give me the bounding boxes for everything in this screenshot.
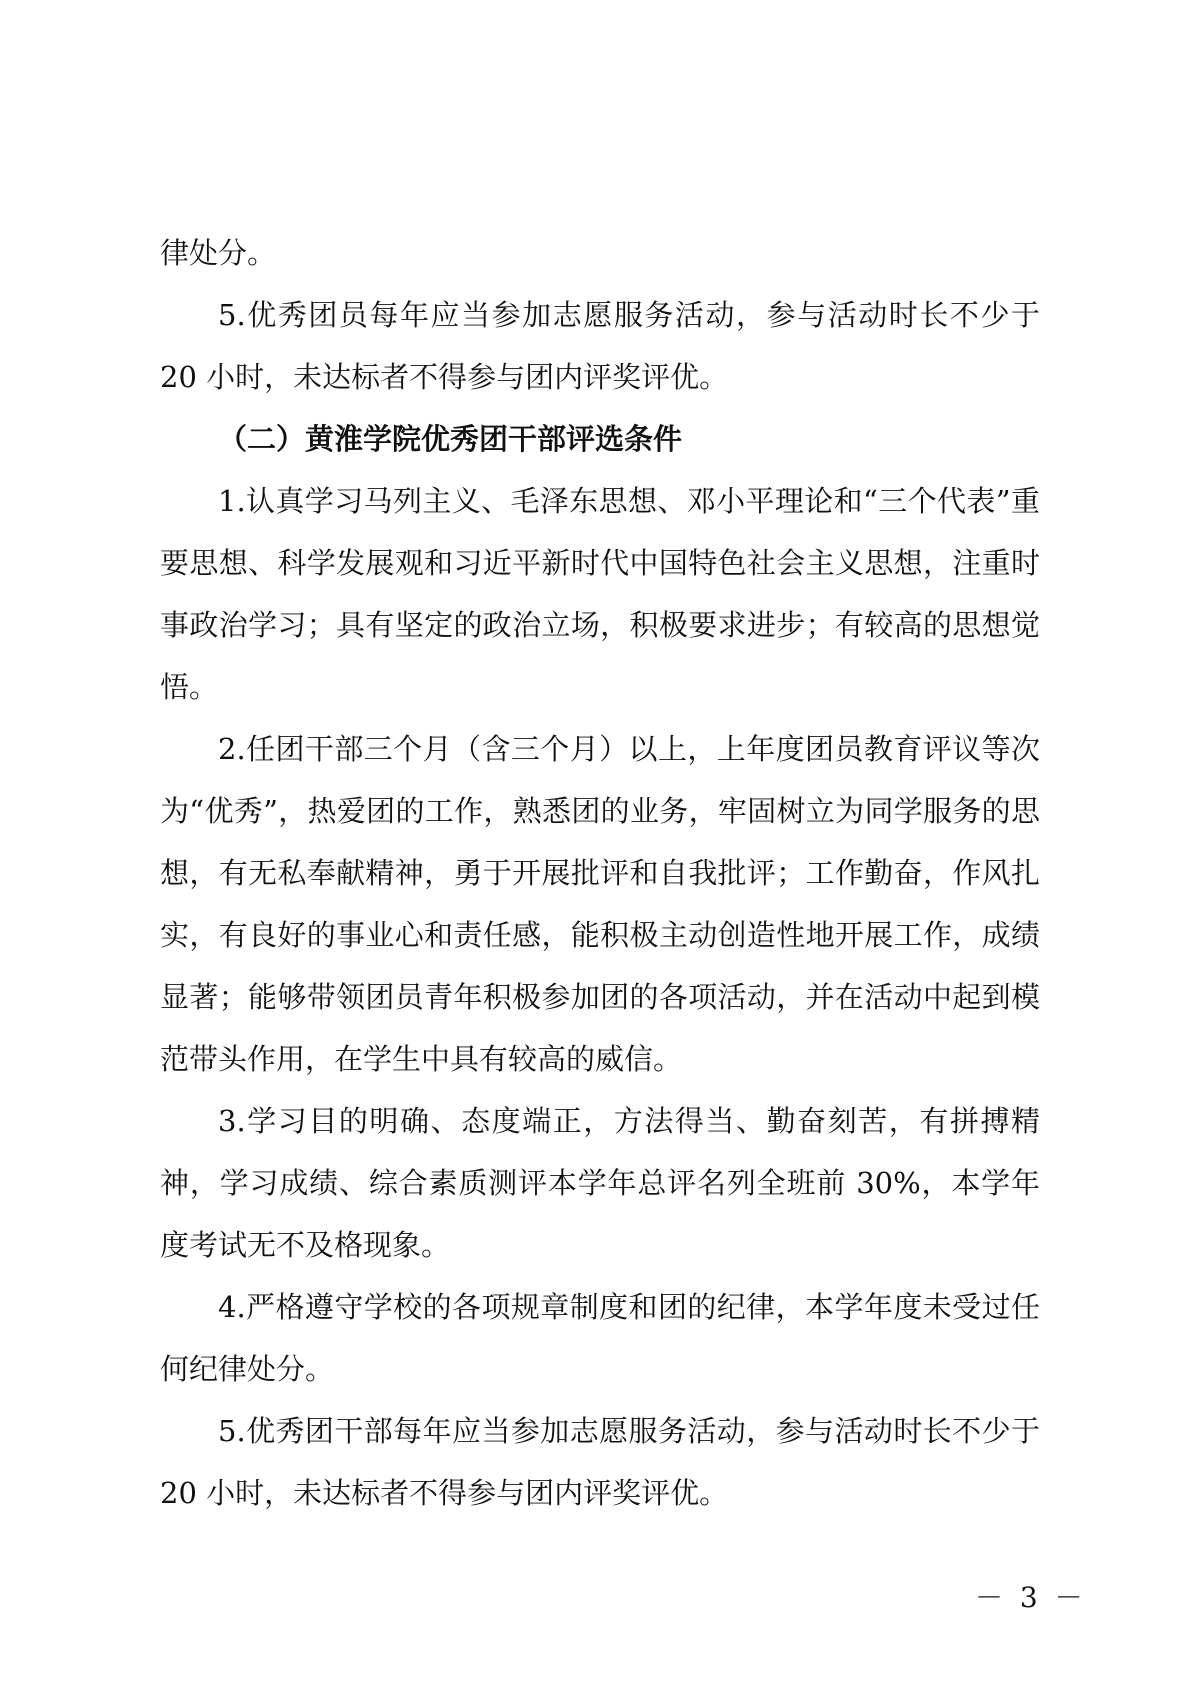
paragraph-criterion-2: 2.任团干部三个月（含三个月）以上，上年度团员教育评议等次为“优秀”，热爱团的工作，熟悉团的业务，牢固树立为同学服务的思想，有无私奉献精神，勇于开展批评和自我批评；工作勤奋，作风扎实，有良好的事业心和责任感，能积极主动创造性地开展工作，成绩显著；能够带领团员青年积极参加团的各项活动，并在活动中起到模范带头作用，在学生中具有较高的威信。 xyxy=(160,732,1040,1076)
document-body xyxy=(160,222,1040,1524)
paragraph-criterion-4: 4.严格遵守学校的各项规章制度和团的纪律，本学年度未受过任何纪律处分。 xyxy=(160,1290,1040,1386)
paragraph-criterion-5: 5.优秀团干部每年应当参加志愿服务活动，参与活动时长不少于 20 小时，未达标者不得参与团内评奖评优。 xyxy=(160,1414,1040,1510)
page-number: － 3 － xyxy=(975,1581,1087,1614)
paragraph-continuation: 律处分。 xyxy=(160,236,277,270)
section-heading-cadre-criteria: （二）黄淮学院优秀团干部评选条件 xyxy=(218,422,683,456)
paragraph-volunteer-requirement-members: 5.优秀团员每年应当参加志愿服务活动，参与活动时长不少于 20 小时，未达标者不得参与团内评奖评优。 xyxy=(160,298,1040,394)
paragraph-criterion-1: 1.认真学习马列主义、毛泽东思想、邓小平理论和“三个代表”重要思想、科学发展观和习近平新时代中国特色社会主义思想，注重时事政治学习；具有坚定的政治立场，积极要求进步；有较高的思想觉悟。 xyxy=(160,484,1040,704)
paragraph-criterion-3: 3.学习目的明确、态度端正，方法得当、勤奋刻苦，有拼搏精神，学习成绩、综合素质测评本学年总评名列全班前 30%，本学年度考试无不及格现象。 xyxy=(160,1104,1040,1262)
